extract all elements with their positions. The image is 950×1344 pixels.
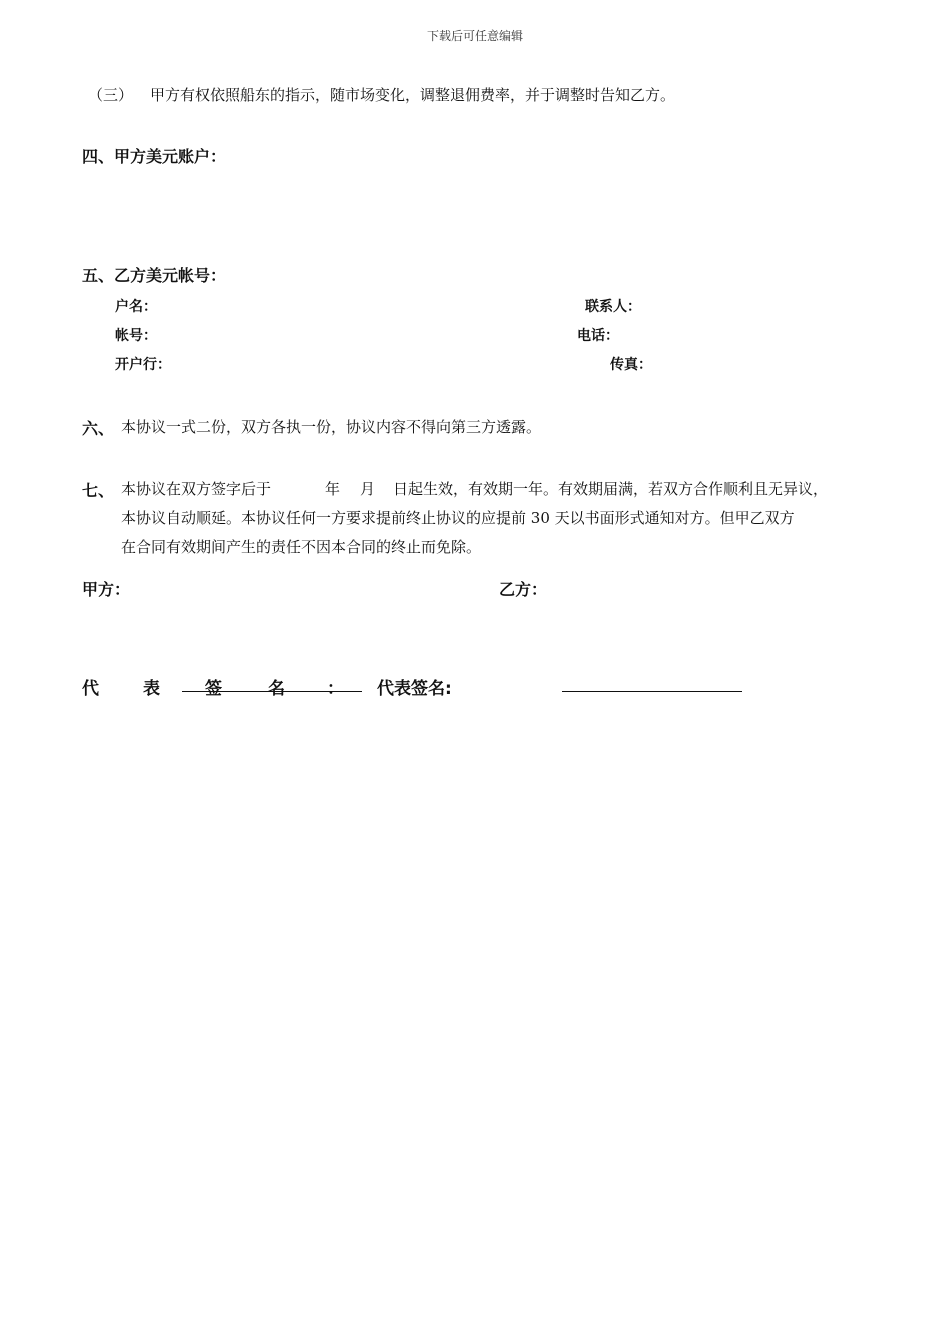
rep-a-char-2: 表: [143, 679, 160, 699]
rep-b-signature-underline: [562, 691, 742, 692]
rep-a-char-1: 代: [82, 679, 99, 699]
section-7-year: 年: [325, 480, 341, 498]
section-7-number: 七、: [82, 481, 115, 500]
section-6-text: 本协议一式二份，双方各执一份，协议内容不得向第三方透露。: [121, 418, 542, 436]
page-header-note: 下载后可任意编辑: [426, 29, 523, 43]
rep-b-signature-label: 代表签名:: [377, 679, 452, 699]
party-a-label: 甲方：: [82, 580, 131, 599]
fax-label: 传真：: [610, 357, 652, 373]
bank-label: 开户行：: [115, 357, 171, 373]
section-7-line1-end: 日起生效，有效期一年。有效期届满，若双方合作顺利且无异议，: [393, 480, 829, 498]
clause-3-prefix: （三）: [88, 86, 134, 104]
section-7-month: 月: [360, 480, 376, 498]
rep-a-char-4: 名: [268, 679, 285, 699]
clause-3-text: 甲方有权依照船东的指示，随市场变化，调整退佣费率，并于调整时告知乙方。: [150, 86, 676, 104]
section-7-line1-start: 本协议在双方签字后于: [121, 480, 272, 498]
section-4-title: 四、甲方美元账户：: [82, 147, 227, 166]
section-6-number: 六、: [82, 419, 115, 438]
phone-label: 电话：: [577, 328, 619, 344]
party-b-label: 乙方：: [499, 580, 548, 599]
contact-label: 联系人：: [585, 299, 641, 315]
account-name-label: 户名：: [115, 299, 157, 315]
rep-a-char-5: ：: [327, 679, 344, 699]
section-7-line2: 本协议自动顺延。本协议任何一方要求提前终止协议的应提前 30 天以书面形式通知对方。但甲乙双方: [121, 509, 795, 527]
section-7-line3: 在合同有效期间产生的责任不因本合同的终止而免除。: [121, 538, 482, 556]
rep-a-char-3: 签: [205, 679, 222, 699]
account-number-label: 帐号：: [115, 328, 157, 344]
section-5-title: 五、乙方美元帐号：: [82, 266, 227, 285]
